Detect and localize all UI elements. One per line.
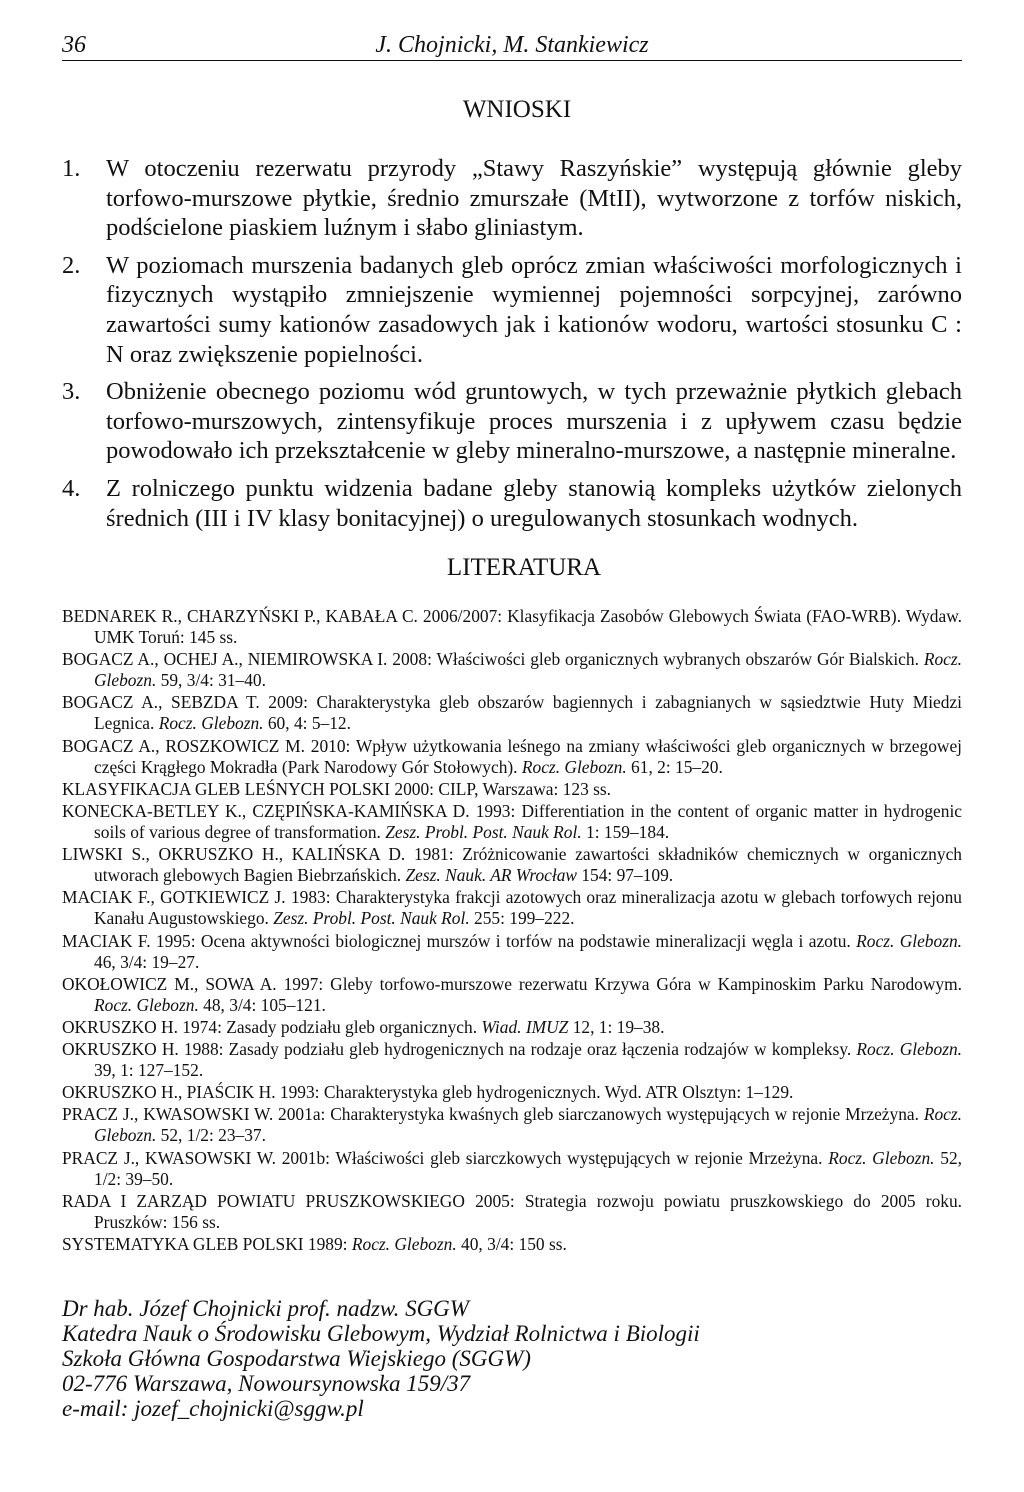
reference-text: OKRUSZKO H. 1988: Zasady podziału gleb hydrogenicznych na rodzaje oraz łączenia rodzajów w kompleksy. [62, 1039, 857, 1060]
reference-item [62, 649, 962, 691]
reference-text: BOGACZ A., ROSZKOWICZ M. 2010: Wpływ użytkowania leśnego na zmiany właściwości gleb organicznych w brzegowej części Krągłego Mokradła (Park Narodowy Gór Stołowych). [62, 735, 962, 777]
reference-journal: Zesz. Probl. Post. Nauk Rol. [385, 821, 582, 842]
reference-item [62, 1017, 962, 1038]
conclusion-item [62, 474, 962, 533]
reference-item [62, 692, 962, 734]
conclusion-number: 3. [62, 378, 81, 406]
reference-text: PRACZ J., KWASOWSKI W. 2001a: Charakterystyka kwaśnych gleb siarczanowych występujących w rejonie Mrzeżyna. [62, 1104, 924, 1125]
conclusion-text: Obniżenie obecnego poziomu wód gruntowych, w tych przeważnie płytkich glebach torfowo-murszowych, zintensyfikuje proces murszenia i z upływem czasu będzie powodowało ich przekształcenie w gleby mineralno-murszowe, a następnie mineralne. [106, 378, 962, 465]
reference-volume: 255: 199–222. [469, 908, 575, 929]
reference-volume: 12, 1: 19–38. [568, 1016, 665, 1037]
reference-journal: Rocz. Glebozn. [828, 1147, 935, 1168]
reference-item [62, 1104, 962, 1146]
reference-journal: Rocz. Glebozn. [94, 649, 962, 691]
conclusion-number: 1. [62, 155, 81, 182]
reference-volume: 60, 4: 5–12. [263, 713, 351, 734]
reference-journal: Rocz. Glebozn. [856, 1039, 963, 1060]
header-authors: J. Chojnicki, M. Stankiewicz [375, 32, 649, 58]
reference-item [62, 1039, 962, 1081]
reference-text: SYSTEMATYKA GLEB POLSKI 1989: [62, 1234, 352, 1254]
reference-volume: 59, 3/4: 31–40. [156, 670, 266, 691]
conclusion-item [62, 154, 962, 243]
conclusions-heading: WNIOSKI [462, 96, 572, 123]
reference-item [62, 1148, 962, 1190]
reference-text: BOGACZ A., OCHEJ A., NIEMIROWSKA I. 2008: Właściwości gleb organicznych wybranych obszarów Gór Bialskich. [62, 649, 924, 670]
reference-journal: Rocz. Glebozn. [351, 1234, 457, 1254]
conclusion-item [62, 377, 962, 466]
reference-text: MACIAK F., GOTKIEWICZ J. 1983: Charakterystyka frakcji azotowych oraz mineralizacja azotu w glebach torfowych rejonu Kanału Augustowskiego. [62, 887, 962, 929]
page-number: 36 [62, 32, 86, 58]
reference-item [62, 736, 962, 778]
author-affiliation [62, 1296, 962, 1421]
reference-volume: 39, 1: 127–152. [94, 1060, 204, 1081]
reference-journal: Zesz. Probl. Post. Nauk Rol. [273, 908, 470, 929]
conclusion-text: W otoczeniu rezerwatu przyrody „Stawy Raszyńskie” występują głównie gleby torfowo-murszowe płytkie, średnio zmurszałe (MtII), wytworzone z torfów niskich, podścielone piaskiem luźnym i słabo gliniastym. [106, 155, 962, 242]
conclusions-list [62, 154, 962, 541]
affiliation-address: 02-776 Warszawa, Nowoursynowska 159/37 [62, 1371, 471, 1396]
reference-journal: Rocz. Glebozn. [94, 994, 199, 1015]
reference-text: RADA I ZARZĄD POWIATU PRUSZKOWSKIEGO 2005: Strategia rozwoju powiatu pruszkowskiego do 2005 roku. Pruszków: 156 ss. [62, 1190, 962, 1232]
reference-text: LIWSKI S., OKRUSZKO H., KALIŃSKA D. 1981: Zróżnicowanie zawartości składników chemicznych w organicznych utworach glebowych Bagien Biebrzańskich. [62, 844, 962, 886]
reference-item [62, 1082, 962, 1103]
reference-item [62, 887, 962, 929]
reference-item [62, 606, 962, 648]
reference-journal: Wiad. IMUZ [481, 1016, 569, 1037]
affiliation-author-name: Dr hab. Józef Chojnicki prof. nadzw. SGGW [62, 1296, 469, 1321]
reference-item [62, 844, 962, 886]
conclusion-number: 4. [62, 474, 81, 502]
reference-volume: 40, 3/4: 150 ss. [456, 1234, 567, 1254]
reference-text: BOGACZ A., SEBZDA T. 2009: Charakterystyka gleb obszarów bagiennych i zabagnianych w sąsiedztwie Huty Miedzi Legnica. [62, 692, 962, 734]
reference-item [62, 1234, 962, 1255]
conclusion-text: W poziomach murszenia badanych gleb oprócz zmian właściwości morfologicznych i fizycznych wystąpiło zmniejszenie wymiennej pojemności sorpcyjnej, zarówno zawartości sumy kationów zasadowych jak i kationów wodoru, wartości stosunku C : N oraz zwiększenie popielności. [106, 251, 962, 368]
reference-item [62, 974, 962, 1016]
reference-text: OKRUSZKO H., PIAŚCIK H. 1993: Charakterystyka gleb hydrogenicznych. Wyd. ATR Olsztyn: 1–129. [62, 1082, 794, 1103]
reference-text: MACIAK F. 1995: Ocena aktywności biologicznej murszów i torfów na podstawie mineralizacji węgla i azotu. [62, 930, 857, 951]
reference-journal: Rocz. Glebozn. [158, 713, 264, 734]
affiliation-email: e-mail: jozef_chojnicki@sggw.pl [62, 1396, 364, 1421]
reference-volume: 52, 1/2: 39–50. [94, 1147, 963, 1189]
reference-journal: Rocz. Glebozn. [856, 930, 963, 951]
reference-list [62, 606, 962, 1256]
reference-text: PRACZ J., KWASOWSKI W. 2001b: Właściwości gleb siarczkowych występujących w rejonie Mrzeżyna. [62, 1147, 829, 1168]
reference-item [62, 779, 962, 800]
affiliation-university: Szkoła Główna Gospodarstwa Wiejskiego (SGGW) [62, 1346, 531, 1371]
reference-text: KONECKA-BETLEY K., CZĘPIŃSKA-KAMIŃSKA D. 1993: Differentiation in the content of organic matter in hydrogenic soils of various degree of transformation. [62, 800, 962, 842]
reference-text: BEDNAREK R., CHARZYŃSKI P., KABAŁA C. 2006/2007: Klasyfikacja Zasobów Glebowych Świata (FAO-WRB). Wydaw. UMK Toruń: 145 ss. [62, 606, 962, 647]
affiliation-department: Katedra Nauk o Środowisku Glebowym, Wydział Rolnictwa i Biologii [62, 1321, 700, 1346]
reference-journal: Zesz. Nauk. AR Wrocław [405, 865, 577, 886]
reference-journal: Rocz. Glebozn. [521, 756, 627, 777]
reference-text: OKOŁOWICZ M., SOWA A. 1997: Gleby torfowo-murszowe rezerwatu Krzywa Góra w Kampinoskim Parku Narodowym. [62, 973, 962, 994]
reference-volume: 48, 3/4: 105–121. [198, 994, 326, 1015]
conclusion-text: Z rolniczego punktu widzenia badane gleby stanowią kompleks użytków zielonych średnich (III i IV klasy bonitacyjnej) o uregulowanych stosunkach wodnych. [106, 474, 962, 532]
conclusion-item [62, 251, 962, 369]
reference-volume: 52, 1/2: 23–37. [156, 1125, 266, 1146]
reference-text: OKRUSZKO H. 1974: Zasady podziału gleb organicznych. [62, 1016, 482, 1037]
reference-journal: Rocz. Glebozn. [94, 1104, 962, 1146]
literature-heading: LITERATURA [446, 554, 602, 581]
reference-item [62, 1191, 962, 1233]
reference-item [62, 931, 962, 973]
reference-volume: 154: 97–109. [577, 865, 674, 886]
reference-volume: 46, 3/4: 19–27. [94, 951, 200, 972]
reference-text: KLASYFIKACJA GLEB LEŚNYCH POLSKI 2000: CILP, Warszawa: 123 ss. [62, 778, 611, 799]
running-header [62, 30, 962, 61]
reference-item [62, 801, 962, 843]
conclusion-number: 2. [62, 251, 81, 279]
reference-volume: 61, 2: 15–20. [626, 756, 723, 777]
reference-volume: 1: 159–184. [581, 821, 670, 842]
